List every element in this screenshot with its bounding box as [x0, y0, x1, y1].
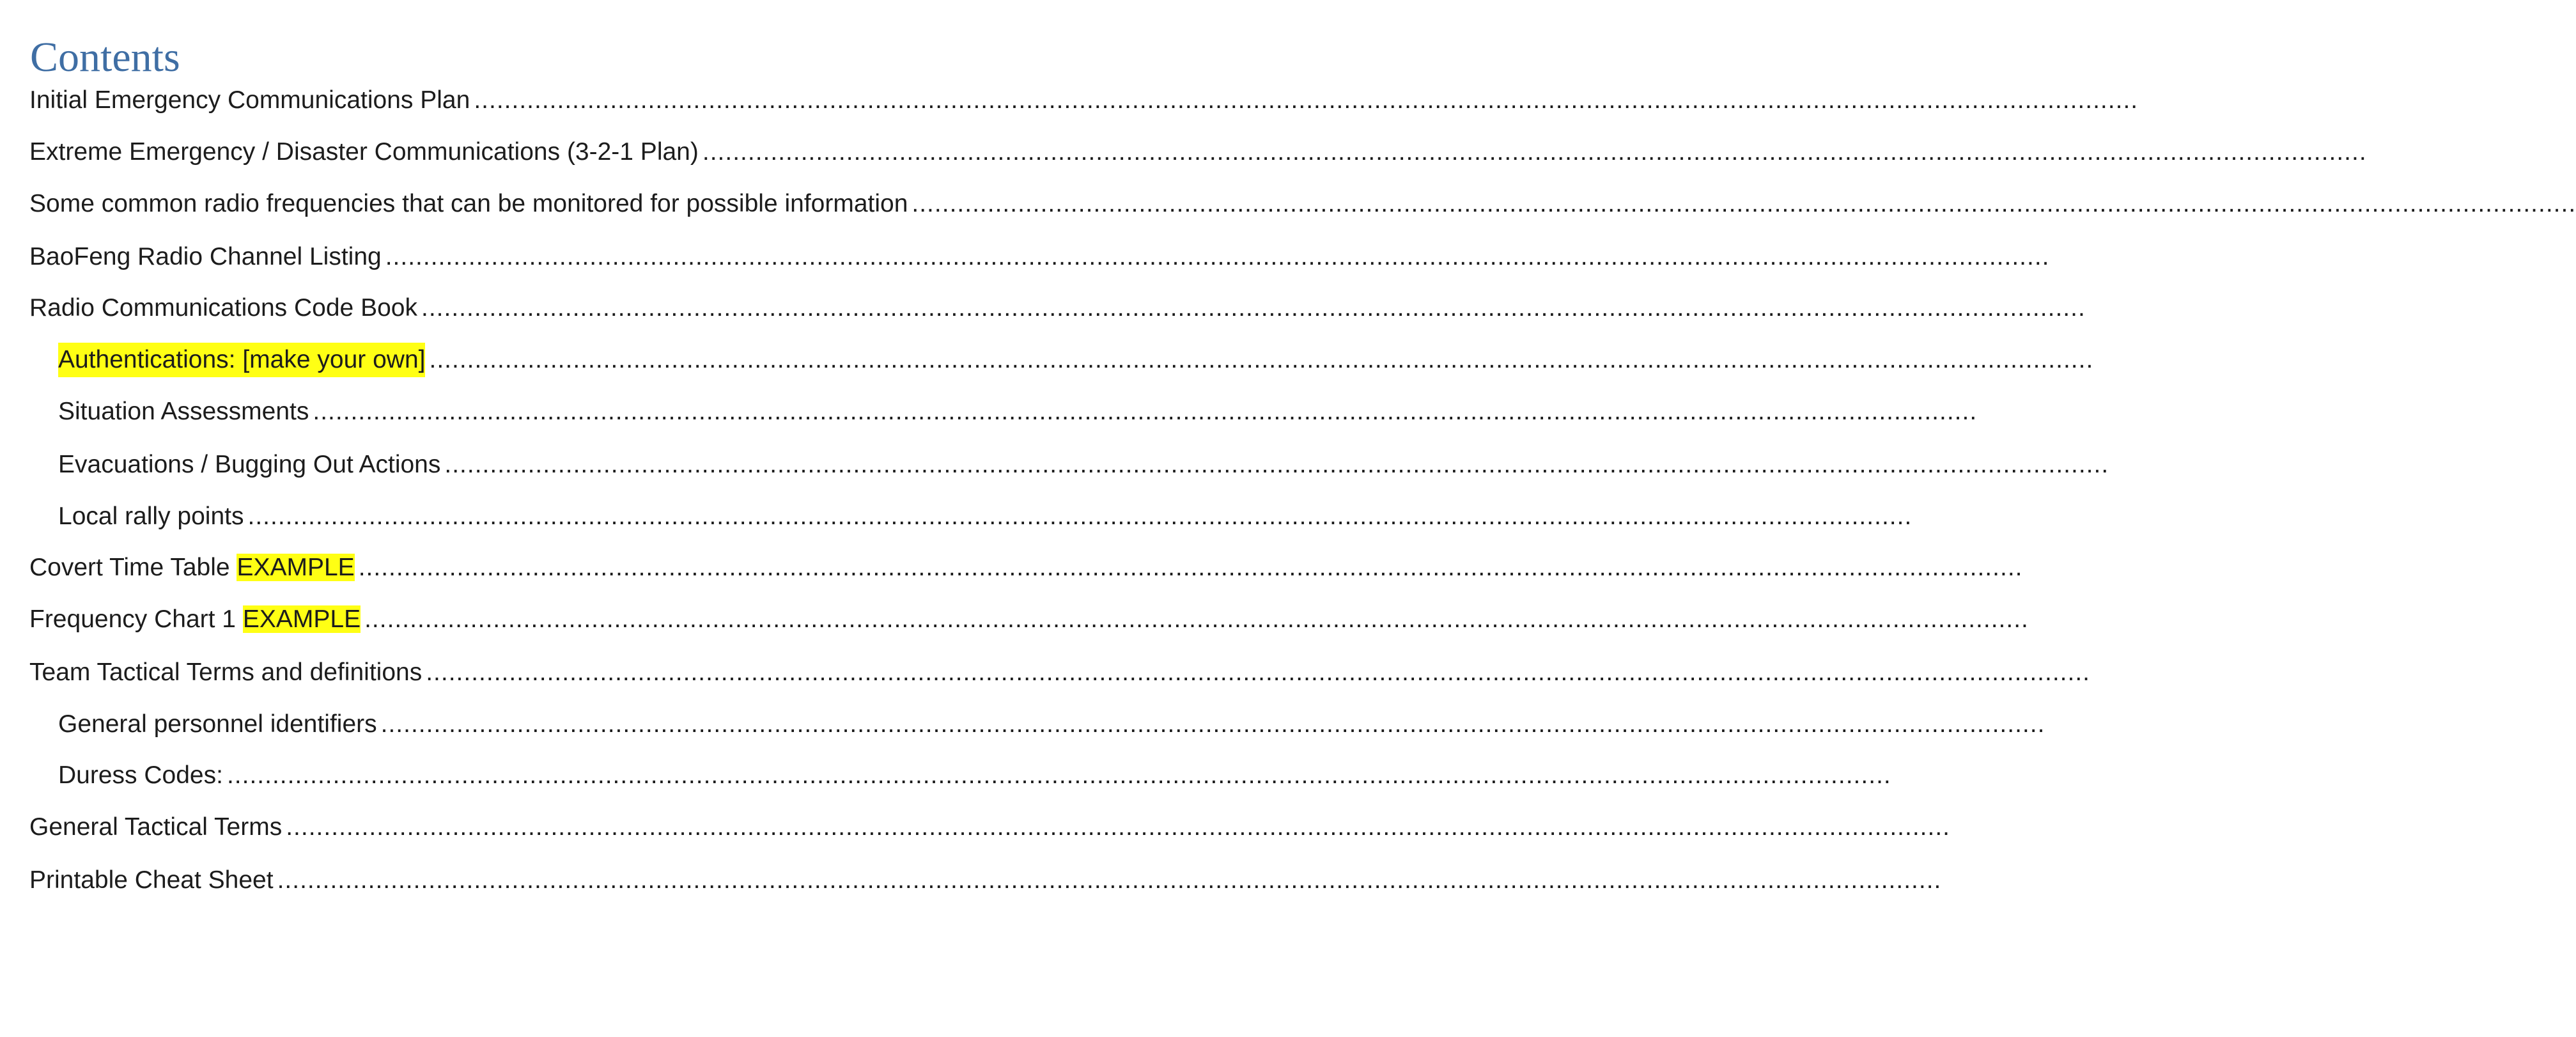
- dot-leader: ............................................................................................................................................................................................................................: [247, 503, 1913, 530]
- dot-leader: ............................................................................................................................................................................................................................: [313, 398, 1978, 425]
- dot-leader: ............................................................................................................................................................................................................................: [226, 761, 1891, 789]
- toc-entry-title: Duress Codes:: [58, 761, 223, 789]
- toc-entry-frequency-chart-1[interactable]: [29, 602, 2029, 637]
- dot-leader: ............................................................................................................................................................................................................................: [364, 605, 2029, 633]
- toc-entry-team-tactical-terms[interactable]: [29, 655, 2091, 690]
- toc-entry-authentications[interactable]: [58, 343, 2094, 377]
- toc-entry-title: Printable Cheat Sheet: [29, 866, 274, 894]
- toc-entry-title: General Tactical Terms: [29, 813, 283, 841]
- toc-heading: Contents: [30, 34, 180, 81]
- toc-entry-title: Team Tactical Terms and definitions: [29, 659, 423, 686]
- example-highlight: EXAMPLE: [242, 605, 361, 633]
- toc-entry-situation-assessments[interactable]: [58, 394, 1978, 429]
- toc-entry-title-group: [29, 602, 361, 637]
- toc-entry-title: Authentications: [make your own]: [58, 343, 425, 377]
- dot-leader: ............................................................................................................................................................................................................................: [421, 294, 2086, 322]
- toc-entry-general-personnel-identifiers[interactable]: [58, 707, 2045, 742]
- toc-entry-covert-time-table[interactable]: [29, 550, 2023, 585]
- toc-entry-general-tactical-terms[interactable]: [29, 810, 1951, 845]
- toc-entry-title: Some common radio frequencies that can be monitored for possible information: [29, 190, 908, 217]
- dot-leader: ............................................................................................................................................................................................................................: [429, 346, 2094, 373]
- toc-entry-printable-cheat-sheet[interactable]: [29, 863, 1942, 898]
- toc-entry-initial-emergency-communications-plan[interactable]: [29, 83, 2139, 118]
- toc-entry-baofeng-radio-channel-listing[interactable]: [29, 240, 2050, 274]
- dot-leader: ............................................................................................................................................................................................................................: [286, 813, 1951, 841]
- toc-entry-duress-codes[interactable]: [58, 758, 1891, 793]
- dot-leader: ............................................................................................................................................................................................................................: [426, 659, 2091, 686]
- dot-leader: ............................................................................................................................................................................................................................: [385, 243, 2050, 270]
- toc-entry-title: Extreme Emergency / Disaster Communications (3-2-1 Plan): [29, 138, 699, 166]
- toc-entry-extreme-emergency-disaster-communications[interactable]: [29, 135, 2367, 169]
- toc-entry-local-rally-points[interactable]: [58, 499, 1913, 534]
- toc-entry-title: Covert Time Table: [29, 554, 230, 581]
- toc-entry-radio-communications-code-book[interactable]: [29, 291, 2086, 325]
- dot-leader: ............................................................................................................................................................................................................................: [444, 451, 2109, 478]
- dot-leader: ............................................................................................................................................................................................................................: [358, 554, 2023, 581]
- dot-leader: ............................................................................................................................................................................................................................: [474, 86, 2139, 114]
- toc-entry-title: Frequency Chart 1: [29, 605, 236, 633]
- toc-entry-title: General personnel identifiers: [58, 710, 377, 738]
- toc-entry-title: Initial Emergency Communications Plan: [29, 86, 470, 114]
- dot-leader: ............................................................................................................................................................................................................................: [380, 710, 2045, 738]
- example-highlight: EXAMPLE: [237, 554, 355, 581]
- toc-entry-common-radio-frequencies[interactable]: [29, 187, 2576, 221]
- dot-leader: ............................................................................................................................................................................................................................: [912, 190, 2576, 217]
- toc-entry-title: Radio Communications Code Book: [29, 294, 417, 322]
- toc-entry-title: Situation Assessments: [58, 398, 309, 425]
- dot-leader: ............................................................................................................................................................................................................................: [277, 866, 1942, 894]
- toc-entry-title: Local rally points: [58, 503, 244, 530]
- dot-leader: ............................................................................................................................................................................................................................: [702, 138, 2367, 166]
- toc-entry-title: Evacuations / Bugging Out Actions: [58, 451, 441, 478]
- toc-entry-evacuations-bugging-out-actions[interactable]: [58, 448, 2109, 482]
- toc-entry-title: BaoFeng Radio Channel Listing: [29, 243, 382, 270]
- toc-entry-title-group: [29, 550, 355, 585]
